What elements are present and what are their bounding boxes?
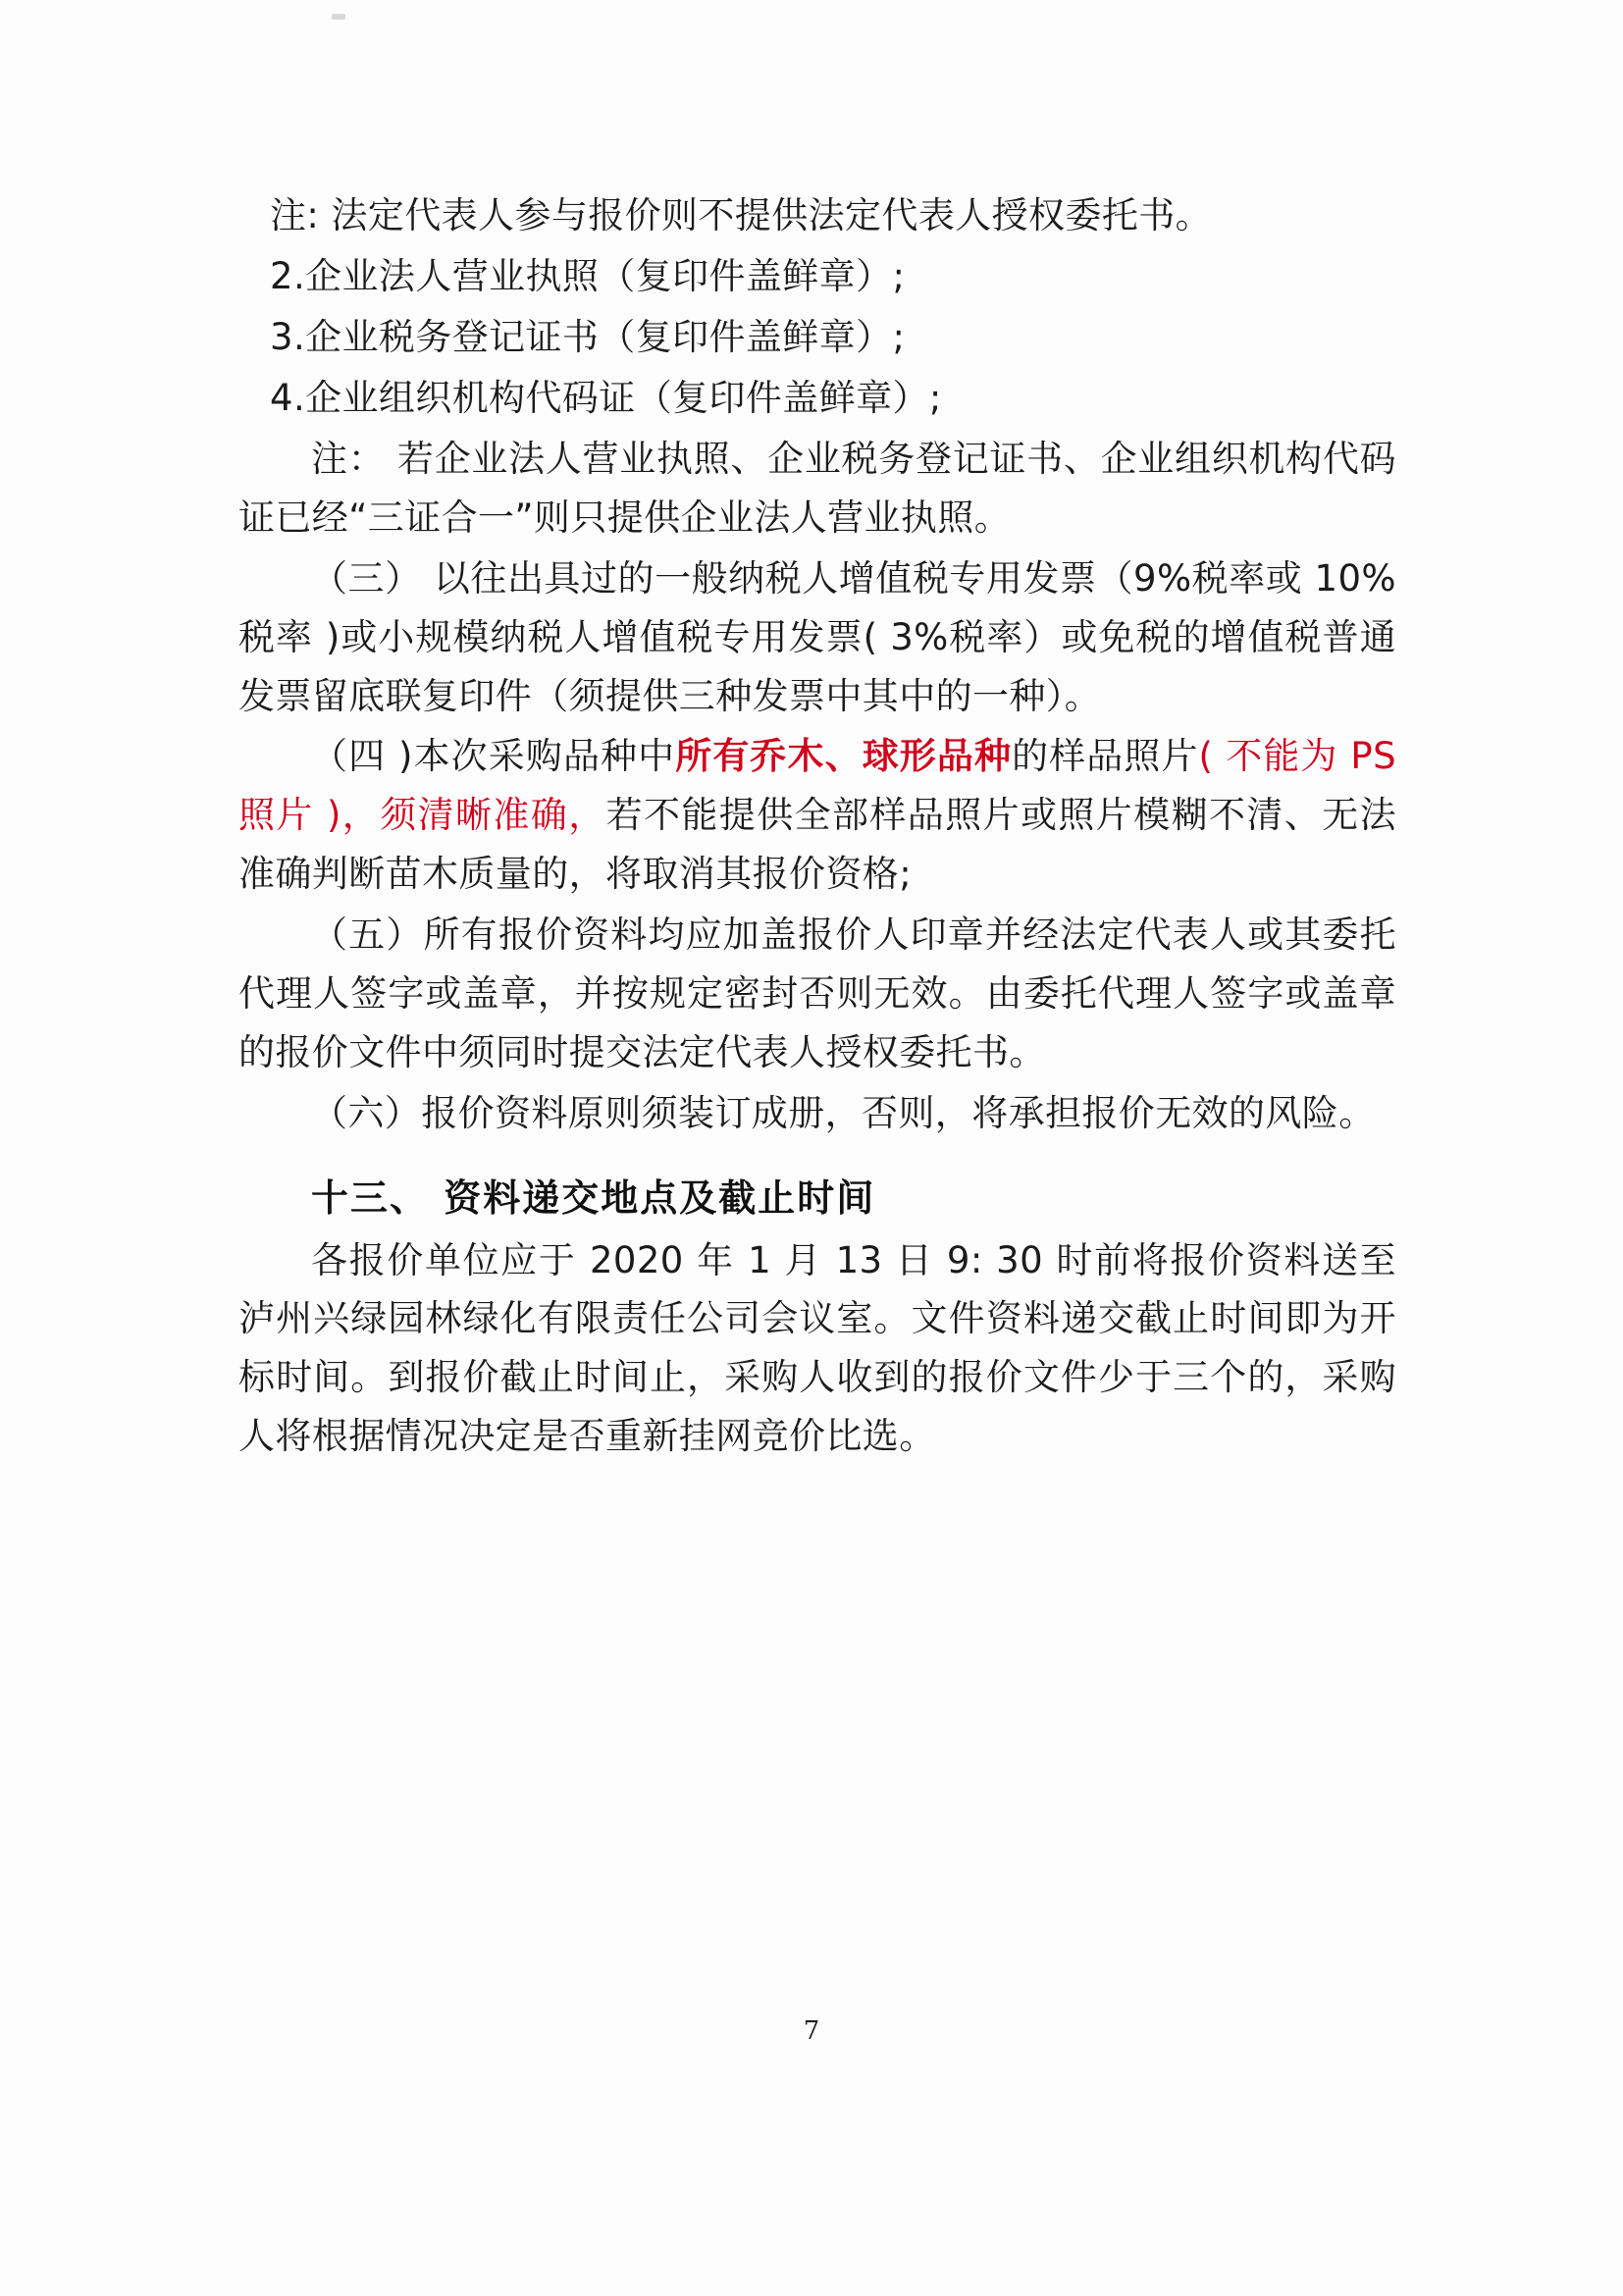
paragraph-item-3 xyxy=(238,308,1396,367)
paragraph-text: （五）所有报价资料均应加盖报价人印章并经法定代表人或其委托代理人签字或盖章，并按规定密封否则无效。由委托代理人签字或盖章的报价文件中须同时提交法定代表人授权委托书。 xyxy=(238,913,1396,1074)
paragraph-note-2 xyxy=(238,430,1396,548)
paragraph-item-4 xyxy=(238,369,1396,428)
page-top-mark xyxy=(332,14,345,20)
highlight-species-text: 所有乔木、球形品种 xyxy=(675,735,1013,778)
paragraph-submission-deadline: 各报价单位应于 2020 年 1 月 13 日 9: 30 时前将报价资料送至泸州兴绿园林绿化有限责任公司会议室。文件资料递交截止时间即为开标时间。到报价截止时间止，采购人收到的报价文件少于三个的，采购人将根据情况决定是否重新挂网竞价比选。 xyxy=(238,1238,1396,1458)
paragraph-text: 3.企业税务登记证书（复印件盖鲜章）; xyxy=(270,315,906,358)
paragraph-text: （三） 以往出具过的一般纳税人增值税专用发票（9%税率或 10%税率 )或小规模纳税人增值税专用发票( 3%税率）或免税的增值税普通发票留底联复印件（须提供三种发票中其中的一种）。 xyxy=(238,556,1396,717)
page-number: 7 xyxy=(803,2016,820,2046)
paragraph-text: 4.企业组织机构代码证（复印件盖鲜章）; xyxy=(270,376,942,419)
paragraph-text-part-2: 的样品照片 xyxy=(1012,735,1199,778)
paragraph-item-five xyxy=(238,906,1396,1082)
document-body xyxy=(238,186,1396,1468)
paragraph-item-three xyxy=(238,549,1396,726)
section-heading-thirteen: 十三、 资料递交地点及截止时间 xyxy=(311,1176,876,1220)
highlight-no-ps-text: ( 不能为 PS 照片 )，须清晰准确， xyxy=(238,735,1396,837)
paragraph-text: 注： 若企业法人营业执照、企业税务登记证书、企业组织机构代码证已经“三证合一”则只提供企业法人营业执照。 xyxy=(238,437,1396,539)
paragraph-item-four xyxy=(238,727,1396,904)
paragraph-item-2 xyxy=(238,247,1396,306)
paragraph-text-part-1: （四 )本次采购品种中 xyxy=(311,735,676,778)
paragraph-text: 2.企业法人营业执照（复印件盖鲜章）; xyxy=(270,254,906,297)
paragraph-text-part-3: 若不能提供全部样品照片或照片模糊不清、无法准确判断苗木质量的，将取消其报价资格; xyxy=(238,794,1396,896)
paragraph-text: （六）报价资料原则须装订成册，否则，将承担报价无效的风险。 xyxy=(311,1092,1376,1135)
paragraph-item-six xyxy=(238,1084,1396,1143)
paragraph-text: 注: 法定代表人参与报价则不提供法定代表人授权委托书。 xyxy=(270,194,1213,236)
paragraph-note-1 xyxy=(238,186,1396,245)
